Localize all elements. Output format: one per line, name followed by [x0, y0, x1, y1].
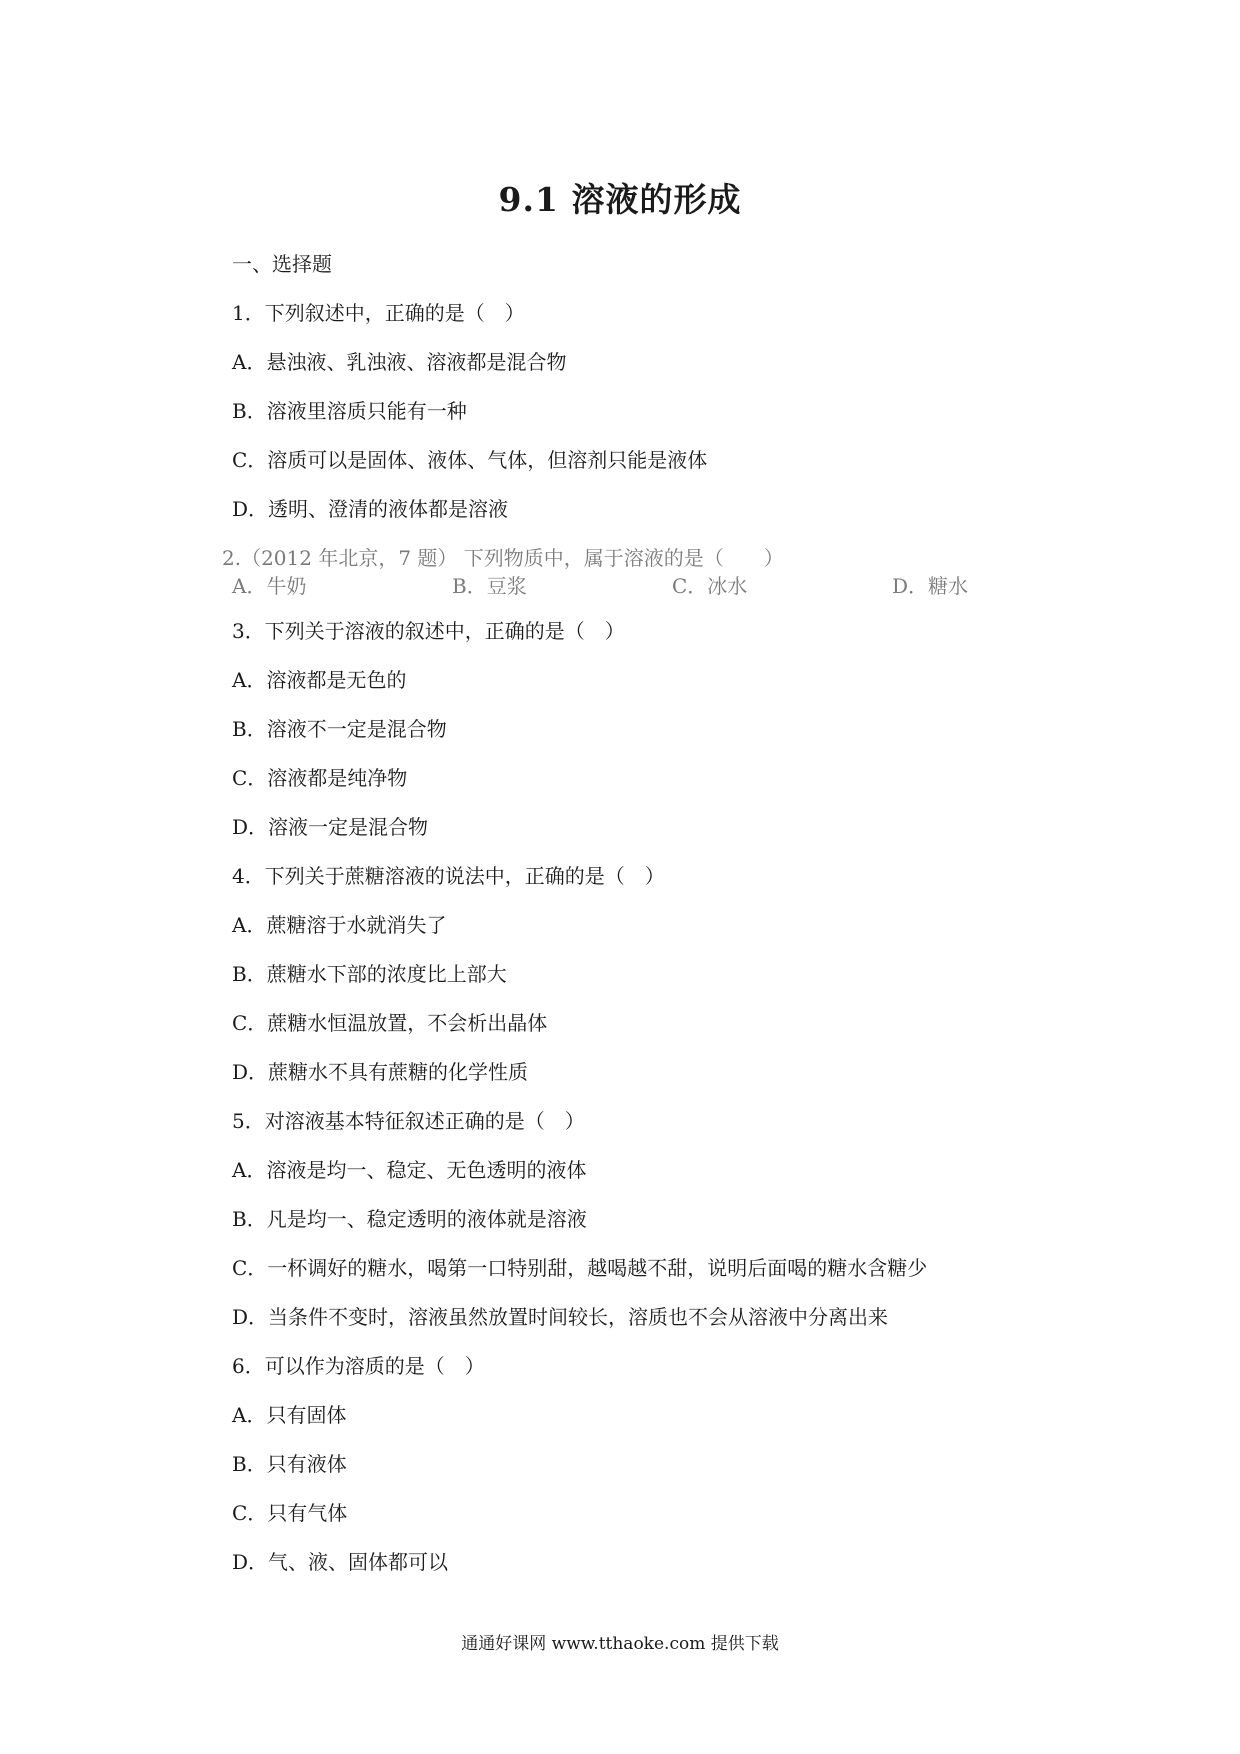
question-2-option-c: C．冰水 — [672, 574, 748, 598]
question-1-option-b: B．溶液里溶质只能有一种 — [232, 399, 467, 423]
question-2-option-d: D．糖水 — [892, 574, 969, 598]
page-title: 9.1 溶液的形成 — [498, 180, 742, 219]
question-6-option-d: D．气、液、固体都可以 — [232, 1550, 449, 1574]
question-1-stem: 1．下列叙述中，正确的是（ ） — [232, 301, 525, 325]
question-6-option-c: C．只有气体 — [232, 1501, 348, 1525]
question-4-option-a: A．蔗糖溶于水就消失了 — [232, 913, 447, 937]
question-3-option-a: A．溶液都是无色的 — [232, 668, 407, 692]
question-4-option-d: D．蔗糖水不具有蔗糖的化学性质 — [232, 1060, 529, 1084]
question-5-stem: 5．对溶液基本特征叙述正确的是（ ） — [232, 1109, 585, 1133]
question-5-option-c: C．一杯调好的糖水，喝第一口特别甜，越喝越不甜，说明后面喝的糖水含糖少 — [232, 1256, 928, 1280]
question-3-stem: 3．下列关于溶液的叙述中，正确的是（ ） — [232, 619, 625, 643]
question-2-options-row — [0, 572, 1240, 600]
question-2-option-b: B．豆浆 — [452, 574, 527, 598]
question-6-stem: 6．可以作为溶质的是（ ） — [232, 1354, 485, 1378]
question-4-option-c: C．蔗糖水恒温放置，不会析出晶体 — [232, 1011, 548, 1035]
question-1-option-d: D．透明、澄清的液体都是溶液 — [232, 497, 509, 521]
question-4-stem: 4．下列关于蔗糖溶液的说法中，正确的是（ ） — [232, 864, 665, 888]
question-3-option-d: D．溶液一定是混合物 — [232, 815, 429, 839]
section-heading: 一、选择题 — [232, 252, 332, 276]
question-5-option-a: A．溶液是均一、稳定、无色透明的液体 — [232, 1158, 587, 1182]
question-6-option-a: A．只有固体 — [232, 1403, 347, 1427]
question-5-option-b: B．凡是均一、稳定透明的液体就是溶液 — [232, 1207, 587, 1231]
question-6-option-b: B．只有液体 — [232, 1452, 347, 1476]
question-3-option-c: C．溶液都是纯净物 — [232, 766, 408, 790]
page-footer: 通通好课网 www.tthaoke.com 提供下载 — [461, 1634, 779, 1654]
question-2-option-a: A．牛奶 — [232, 574, 307, 598]
question-1-option-a: A．悬浊液、乳浊液、溶液都是混合物 — [232, 350, 567, 374]
question-5-option-d: D．当条件不变时，溶液虽然放置时间较长，溶质也不会从溶液中分离出来 — [232, 1305, 889, 1329]
question-3-option-b: B．溶液不一定是混合物 — [232, 717, 447, 741]
question-1-option-c: C．溶质可以是固体、液体、气体，但溶剂只能是液体 — [232, 448, 708, 472]
question-4-option-b: B．蔗糖水下部的浓度比上部大 — [232, 962, 507, 986]
question-2-stem: 2.（2012 年北京，7 题） 下列物质中，属于溶液的是（ ） — [222, 546, 784, 570]
